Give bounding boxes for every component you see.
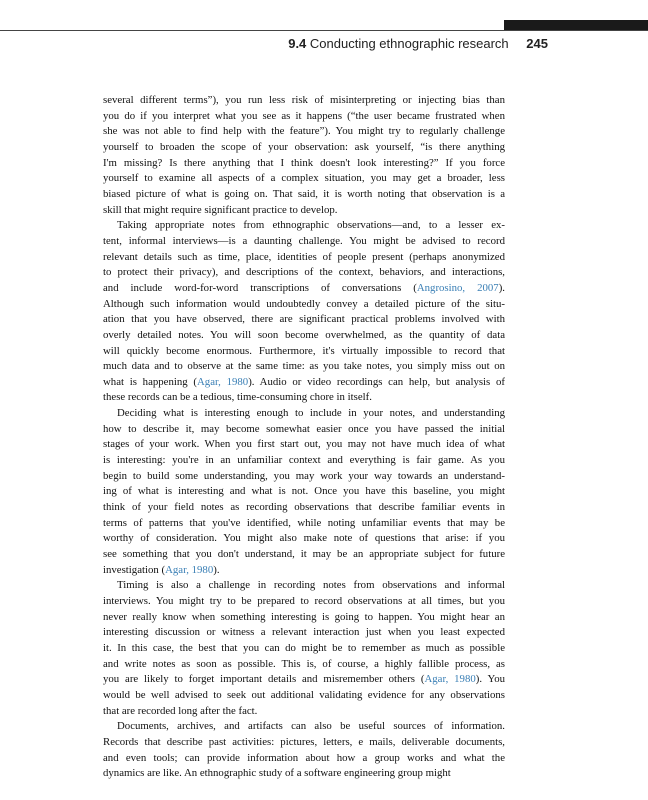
text-segment: interesting discussion or witness a relevant interaction just when you least expected [103, 626, 505, 639]
body-text [103, 93, 505, 782]
text-line [103, 453, 505, 469]
paragraph [103, 218, 505, 406]
text-line [103, 610, 505, 626]
citation-link[interactable]: Agar, 1980 [424, 673, 476, 686]
text-segment: relevant details such as time, place, identities of people present (perhaps anonymized [103, 250, 505, 263]
text-line [103, 344, 505, 360]
text-line [103, 594, 505, 610]
text-line [103, 250, 505, 266]
text-segment: terms of patterns that you've identified, while noting unfamiliar events that may be [103, 516, 505, 529]
text-segment: yourself to examine all aspects of a complex situation, you may get a broader, less [103, 172, 505, 185]
text-line [103, 171, 505, 187]
text-segment: begin to build some understanding, you may work your way towards an understand- [103, 469, 505, 482]
text-line [103, 140, 505, 156]
text-line [103, 672, 505, 688]
text-segment: that are recorded long after the fact. [103, 704, 258, 717]
text-line [103, 281, 505, 297]
text-segment: Records that describe past activities: pictures, letters, e mails, deliverable documents, [103, 735, 505, 748]
text-segment: ation that you have observed, there are significant practical problems involved with [103, 313, 505, 326]
text-segment: you do if you interpret what you see as it happens (“the user became frustrated when [103, 109, 505, 122]
text-line [103, 641, 505, 657]
text-segment: investigation ( [103, 563, 166, 576]
text-line [103, 719, 505, 735]
text-line [103, 265, 505, 281]
text-line [103, 766, 505, 782]
text-line [103, 93, 505, 109]
paragraph [103, 406, 505, 578]
text-segment: and write notes as soon as possible. This is, of course, a highly fallible process, as [103, 657, 505, 670]
text-line [103, 484, 505, 500]
header-rule [0, 30, 648, 31]
text-segment: is interesting: you're in an unfamiliar context and everything is fair game. As you [103, 454, 505, 467]
text-line [103, 124, 505, 140]
text-line [103, 156, 505, 172]
text-segment: ing of what is interesting and what is not. Once you have this baseline, you might [103, 485, 505, 498]
text-line [103, 406, 505, 422]
header-bar [504, 20, 648, 30]
text-line [103, 500, 505, 516]
citation-link[interactable]: Agar, 1980 [197, 375, 249, 388]
text-line [103, 751, 505, 767]
citation-link[interactable]: Agar, 1980 [165, 563, 214, 576]
text-line [103, 359, 505, 375]
text-segment: and even tools; can provide information about how a group works and what the [103, 751, 505, 764]
text-segment: worthy of consideration. You might also make note of questions that arise: if you [103, 532, 505, 545]
text-line [103, 437, 505, 453]
text-line [103, 688, 505, 704]
text-line [103, 375, 505, 391]
text-line [103, 312, 505, 328]
text-segment: ). [498, 281, 505, 294]
text-segment: Although such information would undoubtedly convey a detailed picture of the situ- [103, 297, 505, 310]
text-segment: ). You [475, 673, 505, 686]
text-segment: to protect their privacy), and descriptions of the context, behaviors, and interactions, [103, 266, 505, 279]
text-segment: several different terms”), you run less risk of misinterpreting or injecting bias than [103, 94, 505, 106]
text-segment: ). [213, 563, 220, 576]
text-line [103, 297, 505, 313]
citation-link[interactable]: Angrosino, 2007 [416, 281, 499, 294]
text-segment: what is happening ( [103, 375, 197, 388]
text-segment: tent, informal interviews—is a daunting challenge. You might be advised to record [103, 234, 505, 247]
text-segment: see something that you don't understand, it may be an appropriate subject for future [103, 548, 505, 561]
text-segment: will quickly become enormous. Furthermore, it's virtually impossible to record that [103, 344, 505, 357]
text-segment: Timing is also a challenge in recording notes from observations and informal [117, 579, 505, 592]
text-line [103, 390, 505, 406]
text-line [103, 234, 505, 250]
paragraph [103, 93, 505, 218]
text-segment: stages of your work. When you first start out, you may not have much idea of what [103, 438, 505, 451]
text-segment: interviews. You might try to be prepared to record observations at all times, but you [103, 595, 505, 607]
paragraph [103, 578, 505, 719]
text-segment: she was not able to find help with the feature”). You might try to regularly challenge [103, 125, 505, 138]
text-segment: and include word-for-word transcriptions of conversations ( [103, 281, 417, 294]
text-segment: I'm missing? Is there anything that I think doesn't look interesting?” If you force [103, 156, 505, 169]
text-segment: how to describe it, may become somewhat easier once you have passed the initial [103, 422, 505, 435]
text-line [103, 328, 505, 344]
text-segment: you are likely to forget important details and misremember others ( [103, 673, 425, 686]
text-segment: think of your field notes as recording observations that describe familiar events in [103, 501, 505, 514]
page-number: 245 [526, 36, 548, 51]
text-line [103, 563, 505, 579]
text-segment: would be well advised to seek out additional validating evidence for any observations [103, 688, 505, 701]
text-line [103, 578, 505, 594]
text-segment: never really know when something interesting is going to happen. You might hear an [103, 610, 505, 623]
text-segment: ). Audio or video recordings can help, but analysis of [248, 375, 505, 388]
text-line [103, 187, 505, 203]
text-line [103, 516, 505, 532]
text-segment: much data and to observe at the same time: as you take notes, you simply miss out on [103, 360, 505, 373]
text-segment: yourself to broaden the scope of your observation: ask yourself, “is there anything [103, 140, 505, 153]
text-line [103, 218, 505, 234]
text-segment: Documents, archives, and artifacts can also be useful sources of information. [117, 720, 505, 733]
text-line [103, 735, 505, 751]
text-segment: Deciding what is interesting enough to include in your notes, and understanding [117, 407, 505, 420]
text-segment: dynamics are like. An ethnographic study of a software engineering group might [103, 767, 451, 780]
text-segment: biased picture of what is going on. That said, it is worth noting that observation is a [103, 187, 505, 200]
text-line [103, 109, 505, 125]
text-line [103, 625, 505, 641]
text-segment: Taking appropriate notes from ethnographic observations—and, to a lesser ex- [117, 219, 505, 232]
section-title: Conducting ethnographic research [309, 36, 509, 51]
text-line [103, 657, 505, 673]
text-line [103, 203, 505, 219]
text-segment: overly detailed notes. You will soon become overwhelmed, as the quantity of data [103, 328, 505, 341]
section-number: 9.4 [288, 36, 307, 51]
text-segment: skill that might require significant practice to develop. [103, 203, 338, 216]
running-header [0, 36, 548, 51]
text-line [103, 704, 505, 720]
text-segment: these records can be a tedious, time-consuming chore in itself. [103, 391, 372, 404]
text-segment: it. In this case, the best that you can do might be to remember as much as possible [103, 641, 505, 654]
text-line [103, 531, 505, 547]
text-line [103, 422, 505, 438]
text-line [103, 547, 505, 563]
paragraph [103, 719, 505, 782]
text-line [103, 469, 505, 485]
